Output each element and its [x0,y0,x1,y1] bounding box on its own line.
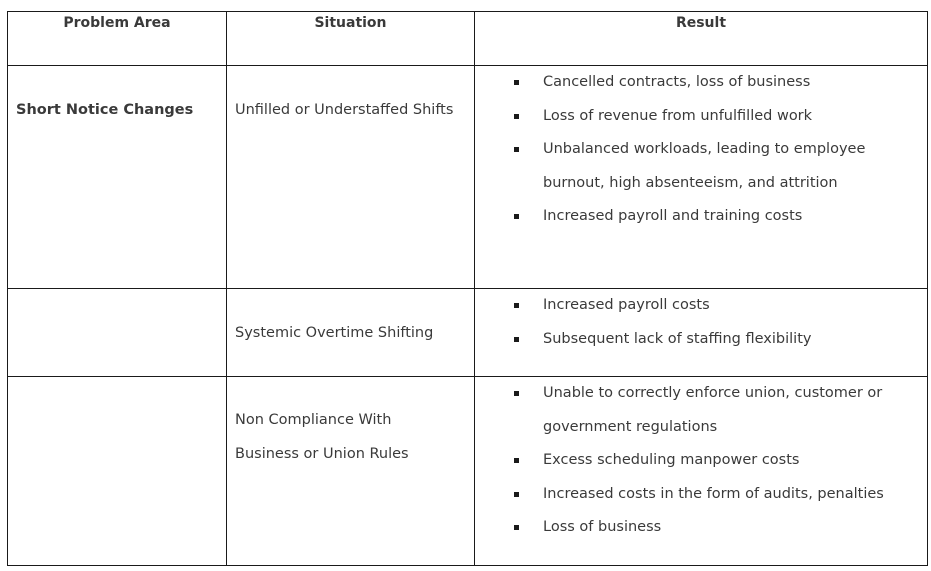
situation-cell [227,66,475,289]
situation-text: Unfilled or Understaffed Shifts [235,102,454,118]
result-cell [475,66,928,289]
bullet-square-icon [514,337,519,342]
result-list [475,377,927,545]
bullet-square-icon [514,525,519,530]
bullet-square-icon [514,114,519,119]
result-cell [475,289,928,377]
result-text: Increased payroll and training costs [543,208,803,224]
bullet-square-icon [514,147,519,152]
problem-area-text: Short Notice Changes [16,102,194,118]
bullet-square-icon [514,391,519,396]
list-item [475,133,927,167]
list-item-continuation [475,411,927,445]
problem-area-text [8,289,226,316]
header-problem-area-label: Problem Area [63,15,171,31]
problem-area-cell [8,377,227,566]
list-item [475,66,927,100]
header-result-label: Result [675,15,727,31]
header-problem-area [8,12,227,66]
problem-table [7,11,928,566]
list-item [475,444,927,478]
result-list [475,289,927,356]
bullet-square-icon [514,492,519,497]
result-text: Loss of business [543,519,662,535]
bullet-square-icon [514,214,519,219]
list-item-continuation [475,167,927,201]
table-row [8,289,928,377]
list-item [475,323,927,357]
bullet-square-icon [514,80,519,85]
result-text: Loss of revenue from unfulfilled work [543,107,813,124]
result-text: burnout, high absenteeism, and attrition [543,174,838,191]
result-text: government regulations [543,418,718,435]
table-row [8,377,928,566]
situation-cell [227,377,475,566]
table-row [8,66,928,289]
situation-text: Systemic Overtime Shifting [235,325,434,341]
header-situation [227,12,475,66]
list-item [475,289,927,323]
list-item [475,511,927,545]
problem-area-cell [8,66,227,289]
list-item [475,478,927,512]
result-text: Increased payroll costs [543,297,710,313]
situation-cell [227,289,475,377]
result-text: Subsequent lack of staffing flexibility [543,330,812,347]
result-text: Unable to correctly enforce union, customer or [543,385,883,401]
situation-text: Business or Union Rules [235,446,409,462]
problem-area-cell [8,289,227,377]
result-list [475,66,927,234]
header-result [475,12,928,66]
list-item [475,200,927,234]
bullet-square-icon [514,458,519,463]
list-item [475,377,927,411]
header-situation-label: Situation [314,15,387,31]
list-item [475,100,927,134]
result-text: Excess scheduling manpower costs [543,452,800,468]
result-text: Cancelled contracts, loss of business [543,74,811,90]
bullet-square-icon [514,303,519,308]
header-row [8,12,928,66]
result-text: Increased costs in the form of audits, penalties [543,485,884,502]
situation-text: Non Compliance With [235,412,392,428]
result-text: Unbalanced workloads, leading to employee [543,141,866,157]
result-cell [475,377,928,566]
problem-area-text [8,377,226,404]
